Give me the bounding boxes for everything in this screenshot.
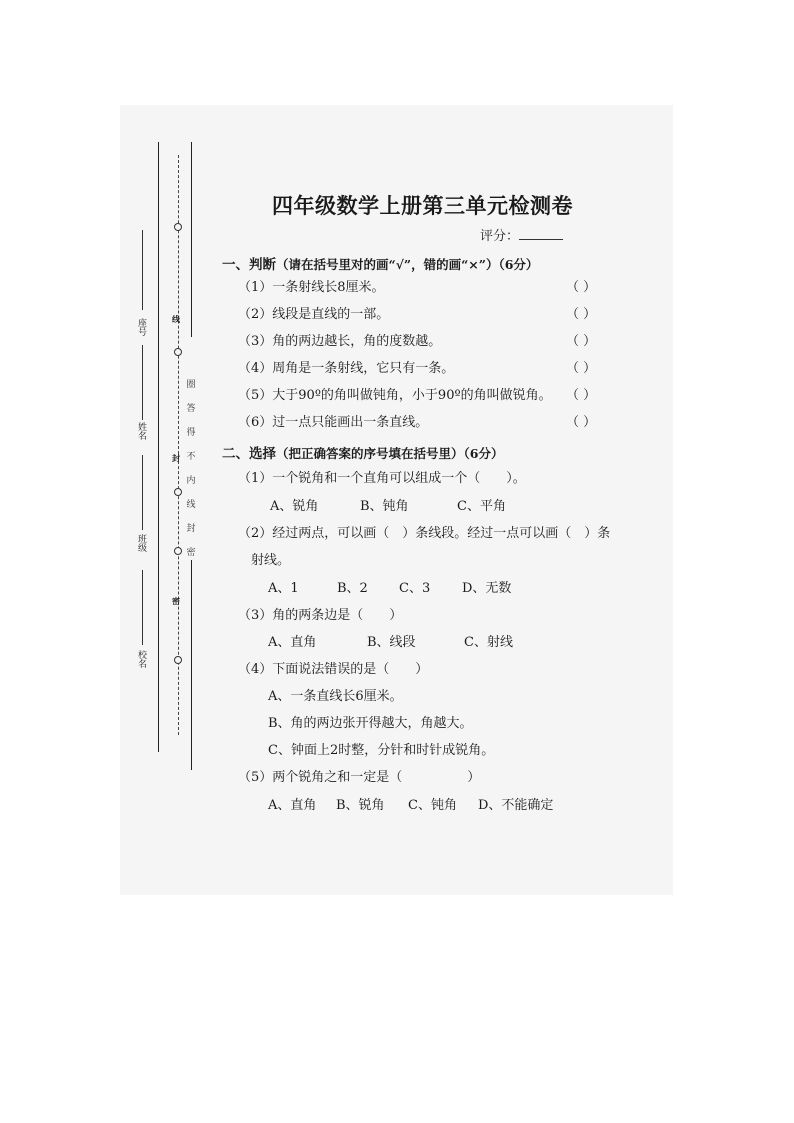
- field-label-seat: 座号: [136, 318, 146, 336]
- judge-question: （5）大于90º的角叫做钝角，小于90º的角叫做锐角。: [238, 388, 552, 403]
- choice-option: C、钟面上2时整，分针和时针成锐角。: [268, 743, 495, 758]
- binding-dashed-line: [178, 155, 179, 735]
- choice-question-cont: 射线。: [251, 553, 291, 568]
- field-label-class: 班级: [136, 534, 146, 552]
- binding-hole: [174, 547, 182, 555]
- judge-answer-paren[interactable]: （ ）: [566, 334, 597, 349]
- score-field: [480, 225, 563, 244]
- judge-question: （6）过一点只能画出一条直线。: [238, 415, 429, 430]
- binding-marker: 封: [172, 453, 180, 463]
- choice-option: A、一条直线长6厘米。: [268, 689, 403, 704]
- judge-answer-paren[interactable]: （ ）: [566, 361, 597, 376]
- score-blank[interactable]: [519, 227, 563, 240]
- choice-option: B、锐角: [336, 798, 385, 813]
- field-line: [142, 570, 143, 645]
- section2-heading: 二、选择（把正确答案的序号填在括号里）（6分）: [222, 446, 504, 462]
- choice-question: （2）经过两点，可以画（ ）条线段。经过一点可以画（ ）条: [238, 526, 611, 541]
- binding-outer-line: [158, 142, 159, 752]
- choice-option: A、直角: [268, 798, 317, 813]
- judge-question: （4）周角是一条射线，它只有一条。: [238, 361, 455, 376]
- choice-question: （5）两个锐角之和一定是（ ）: [238, 770, 481, 785]
- binding-hole: [174, 223, 182, 231]
- binding-hole: [174, 656, 182, 664]
- field-line: [142, 455, 143, 530]
- choice-option: D、无数: [462, 581, 512, 596]
- judge-question: （1）一条射线长8厘米。: [238, 280, 385, 295]
- page-title: 四年级数学上册第三单元检测卷: [272, 193, 573, 218]
- choice-option: B、线段: [367, 635, 416, 650]
- choice-option: B、钝角: [360, 499, 409, 514]
- choice-option: A、锐角: [270, 499, 319, 514]
- choice-question: （3）角的两条边是（ ）: [238, 608, 403, 623]
- choice-option: B、角的两边张开得越大，角越大。: [268, 716, 473, 731]
- binding-marker: 密: [172, 596, 180, 606]
- choice-option: C、钝角: [408, 798, 457, 813]
- field-label-school: 校名: [136, 650, 146, 668]
- binding-inner-line-lower: [191, 560, 192, 770]
- score-label: 评分：: [480, 229, 520, 244]
- binding-marker: 线: [172, 314, 180, 324]
- section1-heading: 一、判断（请在括号里对的画“√”，错的画“×”）（6分）: [222, 257, 539, 273]
- choice-option: D、不能确定: [478, 798, 554, 813]
- field-label-name: 姓名: [136, 422, 146, 440]
- judge-question: （3）角的两边越长，角的度数越。: [238, 334, 442, 349]
- choice-question: （4）下面说法错误的是（ ）: [238, 662, 429, 677]
- judge-question: （2）线段是直线的一部。: [238, 307, 390, 322]
- binding-hole: [174, 488, 182, 496]
- binding-inner-line: [191, 142, 192, 337]
- judge-answer-paren[interactable]: （ ）: [566, 415, 597, 430]
- field-line: [142, 230, 143, 310]
- field-line: [142, 345, 143, 420]
- choice-option: B、2: [337, 581, 368, 596]
- choice-option: C、平角: [457, 499, 506, 514]
- choice-question: （1）一个锐角和一个直角可以组成一个（ ）。: [238, 471, 526, 486]
- judge-answer-paren[interactable]: （ ）: [566, 280, 597, 295]
- binding-notice: 圈 答 得 不 内 线 封 密: [186, 380, 196, 558]
- binding-hole: [174, 348, 182, 356]
- choice-option: A、直角: [268, 635, 317, 650]
- choice-option: C、3: [399, 581, 431, 596]
- choice-option: C、射线: [464, 635, 513, 650]
- judge-answer-paren[interactable]: （ ）: [566, 307, 597, 322]
- judge-answer-paren[interactable]: （ ）: [566, 388, 597, 403]
- choice-option: A、1: [268, 581, 299, 596]
